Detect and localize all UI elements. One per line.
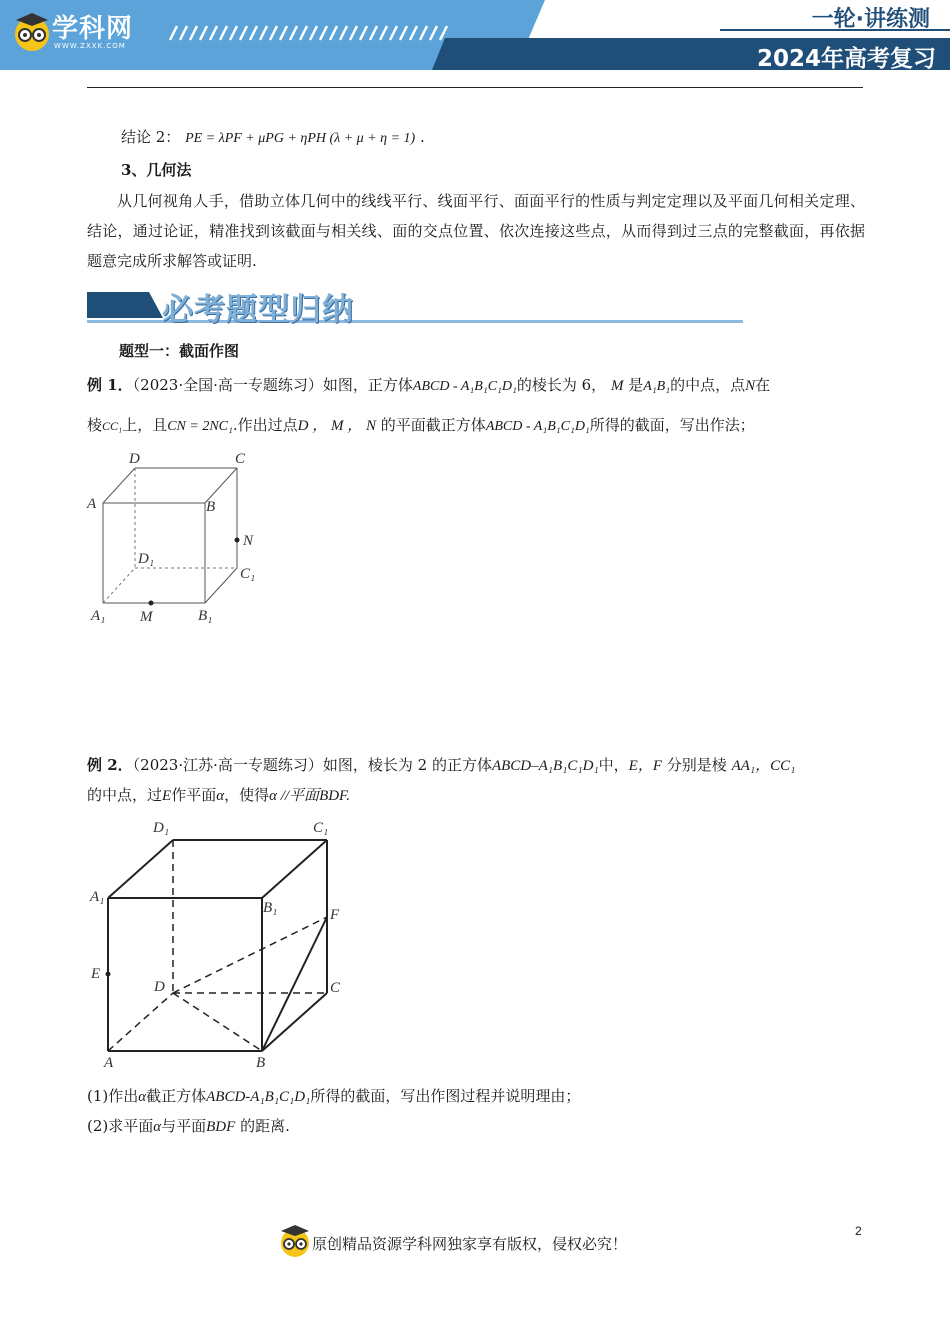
math-alpha: α	[138, 1089, 147, 1105]
section-heading: 3、几何法	[121, 161, 192, 179]
point-m	[149, 601, 154, 606]
cube-figure-1	[85, 445, 275, 630]
label-d: D	[154, 979, 165, 995]
cube-figure-2	[85, 815, 355, 1075]
example-1-text: （2023·全国·高一专题练习）如图，正方体	[132, 376, 413, 394]
conclusion-2	[121, 122, 899, 154]
math-bdf: BDF.	[319, 788, 351, 804]
math-cube: ABCD - A₁B₁C₁D₁	[412, 379, 517, 394]
example-2-text: （2023·江苏·高一专题练习）如图，棱长为 2 的正方体	[132, 756, 492, 774]
example-2-text: 中，	[598, 756, 629, 774]
label-d1: D₁	[153, 820, 170, 836]
page-header	[0, 0, 950, 78]
series-label: 一轮·讲练测	[811, 7, 930, 32]
example-1-line-2	[87, 410, 865, 442]
label-m: M	[140, 609, 153, 625]
math-cn: CN = 2NC₁	[167, 419, 233, 434]
logo-text: 学科网	[52, 14, 134, 44]
math-cube: ABCD-A₁B₁C₁D₁	[206, 1089, 311, 1105]
label-d1: D₁	[138, 551, 155, 567]
section-body: 从几何视角人手，借助立体几何中的线线平行、线面平行、面面平行的性质与判定定理以及平面几何相关定理、结论，通过论证，精准找到该截面与相关线、面的交点位置、依次连接这些点，从而得到过三点的完整截面，再依据题意完成所求解答或证明.	[87, 192, 865, 270]
label-b: B	[256, 1055, 266, 1071]
example-1-text: 的中点，点	[670, 376, 746, 394]
math-points: D ， M ， N	[297, 418, 377, 434]
math-m: M	[610, 378, 624, 394]
label-c: C	[235, 451, 246, 467]
example-1-text: .作出过点	[232, 416, 298, 434]
example-2-label: 例 2．	[87, 756, 133, 774]
page-number: 2	[855, 1224, 862, 1238]
label-b: B	[206, 499, 216, 515]
math-cube: ABCD - A₁B₁C₁D₁	[485, 419, 590, 434]
math-edges: AA₁，CC₁	[731, 758, 796, 774]
type-heading: 题型一：截面作图	[119, 342, 240, 360]
example-2-line-1	[87, 750, 865, 781]
header-rule	[87, 87, 863, 88]
label-a1: A₁	[90, 889, 105, 905]
example-1-line-1	[87, 370, 865, 402]
example-2-line-2	[87, 780, 865, 811]
math-ef: E，F	[628, 758, 662, 774]
label-n: N	[243, 533, 254, 549]
label-f: F	[330, 907, 340, 923]
math-bdf: BDF	[206, 1119, 236, 1135]
label-c: C	[330, 980, 341, 996]
question-text: 截正方体	[146, 1087, 207, 1105]
label-b1: B₁	[263, 900, 278, 916]
math-parallel: α //平面	[269, 788, 320, 804]
question-1	[87, 1081, 865, 1112]
label-c1: C₁	[240, 566, 256, 582]
example-2-text: 的中点，过	[87, 786, 163, 804]
example-1-text: 的棱长为 6，	[516, 376, 607, 394]
owl-logo-icon	[12, 10, 52, 52]
example-1-label: 例 1．	[87, 376, 133, 394]
math-a1b1: A₁B₁	[643, 379, 671, 394]
math-cube: ABCD–A₁B₁C₁D₁	[491, 758, 599, 774]
banner-title: 必考题型归纳	[162, 292, 354, 328]
math-cc1: CC₁	[102, 419, 123, 433]
label-a1: A₁	[91, 608, 106, 624]
conclusion-formula: PE = λPF + μPG + ηPH (λ + μ + η = 1)	[185, 131, 416, 146]
footer-copyright: 原创精品资源学科网独家享有版权，侵权必究！	[312, 1235, 628, 1253]
label-c1: C₁	[313, 820, 329, 836]
example-1-text: 所得的截面，写出作法；	[589, 416, 755, 434]
question-text: (1)作出	[87, 1087, 139, 1105]
question-text: 的距离.	[240, 1117, 290, 1135]
question-text: 所得的截面，写出作图过程并说明理由；	[310, 1087, 581, 1105]
conclusion-label: 结论 2：	[121, 128, 181, 146]
question-text: 与平面	[161, 1117, 207, 1135]
label-a: A	[87, 496, 97, 512]
point-e	[106, 972, 111, 977]
label-e: E	[91, 966, 101, 982]
logo-url: WWW.ZXXK.COM	[54, 42, 126, 50]
math-n: N	[745, 378, 756, 394]
label-a: A	[104, 1055, 114, 1071]
example-1-text: 上，且	[122, 416, 168, 434]
math-alpha: α	[153, 1119, 162, 1135]
label-d: D	[129, 451, 140, 467]
year-title: 2024年高考复习	[756, 46, 936, 72]
math-alpha: α	[216, 788, 225, 804]
point-n	[235, 538, 240, 543]
example-1-text: 在	[755, 376, 771, 394]
example-1-text: 的平面截正方体	[380, 416, 486, 434]
example-2-text: 分别是棱	[666, 756, 727, 774]
conclusion-tail: .	[420, 128, 425, 146]
question-2	[87, 1111, 865, 1142]
math-e: E	[162, 788, 172, 804]
question-text: (2)求平面	[87, 1117, 154, 1135]
example-2-text: 作平面	[171, 786, 217, 804]
example-1-text: 棱	[87, 416, 103, 434]
label-b1: B₁	[198, 608, 213, 624]
example-1-text: 是	[628, 376, 644, 394]
footer-owl-icon	[278, 1222, 312, 1258]
example-2-text: ，使得	[224, 786, 270, 804]
